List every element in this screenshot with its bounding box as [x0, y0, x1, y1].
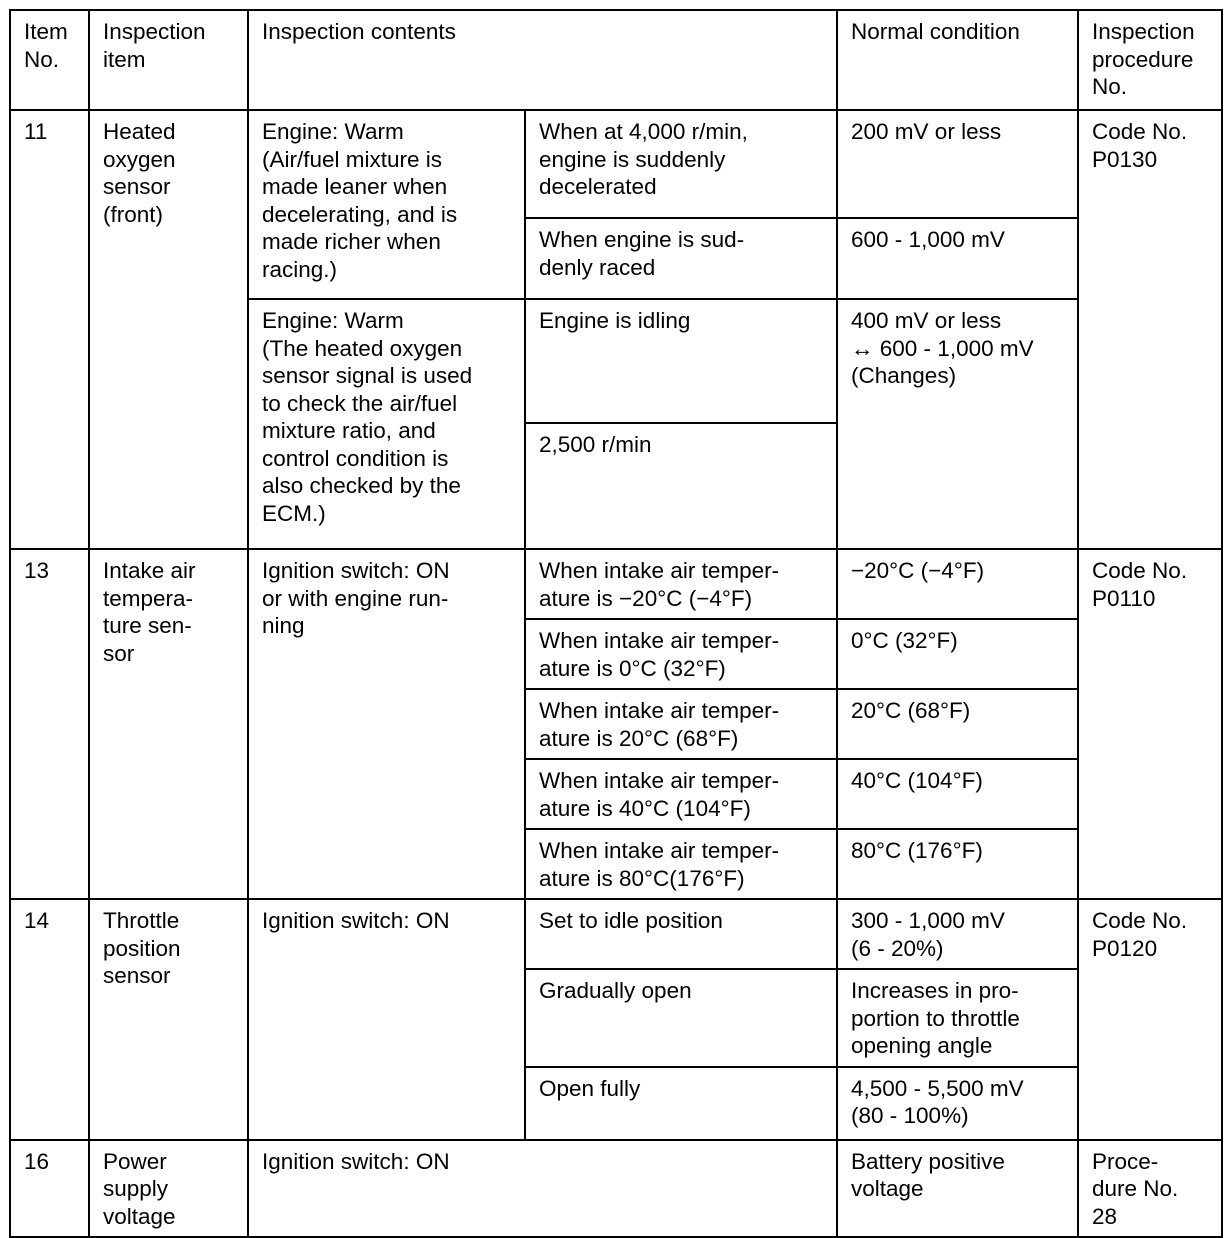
header-inspection-item: Inspection item: [89, 10, 248, 110]
item-14-normal-1: 300 - 1,000 mV (6 - 20%): [837, 899, 1078, 969]
item-11-condition-2: When engine is sud- denly raced: [525, 218, 837, 299]
item-14-condition-3: Open fully: [525, 1067, 837, 1140]
item-11-condition-1: When at 4,000 r/min, engine is suddenly decelerated: [525, 110, 837, 218]
header-procedure-no: Inspection procedure No.: [1078, 10, 1222, 110]
item-14-normal-2: Increases in pro- portion to throttle opening angle: [837, 969, 1078, 1067]
item-13-contents: Ignition switch: ON or with engine run- ning: [248, 549, 525, 899]
header-item-no: Item No.: [10, 10, 89, 110]
header-row: [10, 10, 1222, 110]
item-14-contents: Ignition switch: ON: [248, 899, 525, 1140]
table-row: [10, 1140, 1222, 1238]
item-13-proc: Code No. P0110: [1078, 549, 1222, 899]
item-13-normal-1: −20°C (−4°F): [837, 549, 1078, 619]
item-16-proc: Proce- dure No. 28: [1078, 1140, 1222, 1238]
item-11-condition-3: Engine is idling: [525, 299, 837, 423]
item-13-no: 13: [10, 549, 89, 899]
header-inspection-contents: Inspection contents: [248, 10, 837, 110]
item-13-condition-2: When intake air temper- ature is 0°C (32°F): [525, 619, 837, 689]
item-13-normal-2: 0°C (32°F): [837, 619, 1078, 689]
item-11-normal-2: 600 - 1,000 mV: [837, 218, 1078, 299]
item-11-contents-a: Engine: Warm (Air/fuel mixture is made leaner when decelerating, and is made richer when racing.): [248, 110, 525, 299]
item-13-normal-5: 80°C (176°F): [837, 829, 1078, 899]
item-13-condition-3: When intake air temper- ature is 20°C (68°F): [525, 689, 837, 759]
item-13-condition-4: When intake air temper- ature is 40°C (104°F): [525, 759, 837, 829]
header-normal-condition: Normal condition: [837, 10, 1078, 110]
item-14-condition-1: Set to idle position: [525, 899, 837, 969]
inspection-table: [9, 9, 1223, 1238]
table-row: [10, 110, 1222, 218]
item-11-no: 11: [10, 110, 89, 549]
item-14-normal-3: 4,500 - 5,500 mV (80 - 100%): [837, 1067, 1078, 1140]
item-14-name: Throttle position sensor: [89, 899, 248, 1140]
item-13-normal-4: 40°C (104°F): [837, 759, 1078, 829]
item-13-condition-5: When intake air temper- ature is 80°C(176°F): [525, 829, 837, 899]
item-11-proc: Code No. P0130: [1078, 110, 1222, 549]
item-14-condition-2: Gradually open: [525, 969, 837, 1067]
item-11-name: Heated oxygen sensor (front): [89, 110, 248, 549]
item-16-contents: Ignition switch: ON: [248, 1140, 837, 1238]
item-16-name: Power supply voltage: [89, 1140, 248, 1238]
item-13-name: Intake air tempera- ture sen- sor: [89, 549, 248, 899]
item-16-normal: Battery positive voltage: [837, 1140, 1078, 1238]
table-row: [10, 899, 1222, 969]
item-14-proc: Code No. P0120: [1078, 899, 1222, 1140]
item-14-no: 14: [10, 899, 89, 1140]
item-11-normal-b: 400 mV or less ↔ 600 - 1,000 mV (Changes): [837, 299, 1078, 549]
item-13-condition-1: When intake air temper- ature is −20°C (−4°F): [525, 549, 837, 619]
item-16-no: 16: [10, 1140, 89, 1238]
item-13-normal-3: 20°C (68°F): [837, 689, 1078, 759]
item-11-normal-1: 200 mV or less: [837, 110, 1078, 218]
table-row: [10, 549, 1222, 619]
item-11-condition-4: 2,500 r/min: [525, 423, 837, 549]
item-11-contents-b: Engine: Warm (The heated oxygen sensor signal is used to check the air/fuel mixture ratio, and control condition is also checked by the ECM.): [248, 299, 525, 549]
